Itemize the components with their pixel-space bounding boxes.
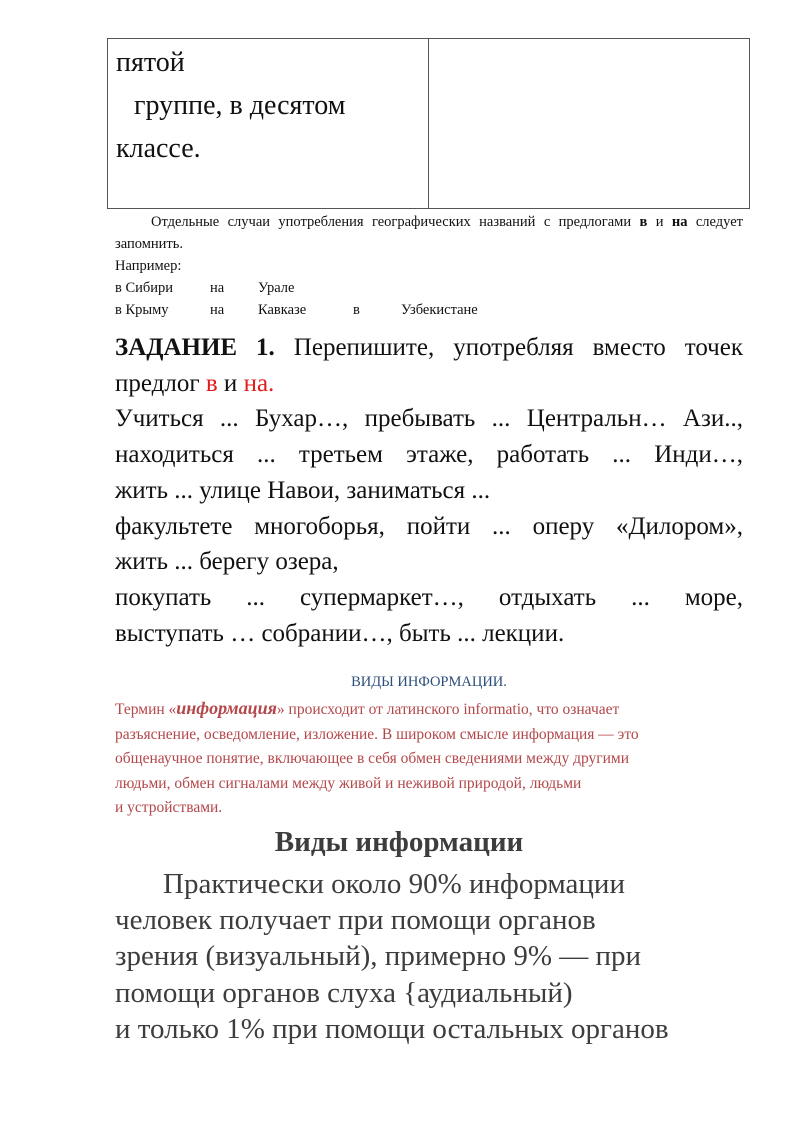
note-text: Отдельные случаи употребления географических названий с предлогами xyxy=(151,214,640,230)
example-cell: в Сибири xyxy=(115,280,174,296)
example-row-1 xyxy=(115,277,743,299)
example-row-2 xyxy=(115,299,743,321)
info-line: людьми, обмен сигналами между живой и неживой природой, людьми xyxy=(115,774,582,792)
note-conj: и xyxy=(647,214,672,230)
info-line: общенаучное понятие, включающее в себя обмен сведениями между другими xyxy=(115,750,630,767)
example-cell: на xyxy=(210,302,225,318)
task-instruction-line-2 xyxy=(115,366,743,402)
section-text xyxy=(115,866,755,1047)
task-line: Учиться ... Бухар…, пребывать ... Центральн… Ази.., xyxy=(115,405,743,433)
prepositions-note xyxy=(115,211,743,321)
task-heading-line xyxy=(115,330,743,366)
task-prep-na: на. xyxy=(243,369,275,397)
section-line: зрения (визуальный), примерно 9% — при xyxy=(115,940,642,973)
task-instruction-2: предлог xyxy=(115,369,206,397)
table-fragment xyxy=(107,38,750,209)
note-prep-v: в xyxy=(639,214,648,230)
note-paragraph xyxy=(115,211,743,255)
task-conj: и xyxy=(217,369,244,397)
example-cell: на xyxy=(210,280,225,296)
info-line: разъяснение, осведомление, изложение. В широком смысле информация — это xyxy=(115,725,639,743)
info-term: информация xyxy=(176,698,277,718)
table-cell-right xyxy=(429,39,749,208)
info-paragraph xyxy=(115,696,743,821)
task-1 xyxy=(115,330,743,651)
info-heading: ВИДЫ ИНФОРМАЦИИ. xyxy=(351,674,507,690)
example-cell: в Крыму xyxy=(115,302,169,318)
table-line-2: группе, в десятом xyxy=(134,90,346,121)
note-text-after: следует запомнить. xyxy=(115,214,743,252)
info-line-1 xyxy=(115,696,743,723)
section-line: человек получает при помощи органов xyxy=(115,904,596,937)
task-line: жить ... берегу озера, xyxy=(115,548,339,576)
example-cell: Узбекистане xyxy=(401,302,478,318)
task-prep-v: в xyxy=(205,369,218,397)
note-prep-na: на xyxy=(671,214,688,230)
table-line-3: классе. xyxy=(116,133,201,164)
section-line: и только 1% при помощи остальных органов xyxy=(115,1012,669,1045)
info-line: и устройствами. xyxy=(115,799,223,816)
task-line: находиться ... третьем этаже, работать ... Инди…, xyxy=(115,441,743,469)
table-cell-left xyxy=(108,39,429,208)
example-cell: Урале xyxy=(258,280,295,296)
info-prefix: Термин « xyxy=(115,701,177,718)
section-title: Виды информации xyxy=(274,826,524,858)
info-suffix: » происходит от латинского informatio, что означает xyxy=(276,701,620,718)
example-label: Например: xyxy=(115,258,182,274)
task-line: жить ... улице Навои, заниматься ... xyxy=(115,476,491,504)
task-line: выступать … собрании…, быть ... лекции. xyxy=(115,619,565,647)
task-instruction: Перепишите, употребляя вместо точек xyxy=(274,334,743,361)
section-line: Практически около 90% информации xyxy=(163,868,625,900)
example-cell: в xyxy=(353,302,360,318)
task-line: покупать ... супермаркет…, отдыхать ... море, xyxy=(115,583,743,611)
task-line: факультете многоборья, пойти ... оперу «Дилором», xyxy=(115,512,743,540)
example-cell: Кавказе xyxy=(258,302,307,318)
table-line-1: пятой xyxy=(116,47,185,78)
task-label: ЗАДАНИЕ 1. xyxy=(115,334,275,361)
section-line: помощи органов слуха {аудиальный) xyxy=(115,976,573,1009)
